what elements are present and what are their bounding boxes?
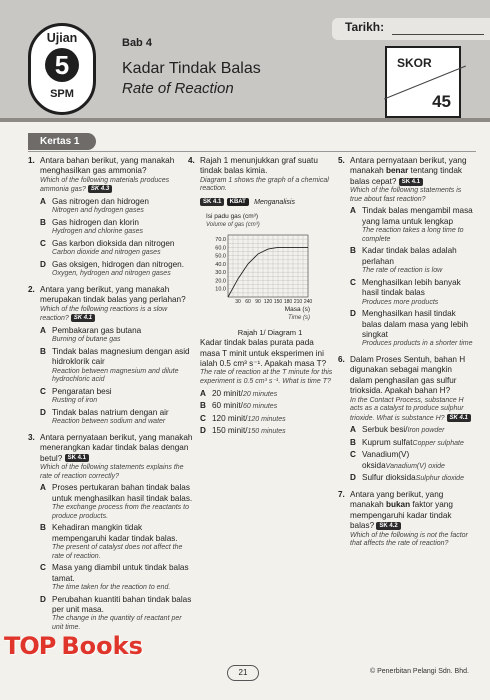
sk-tag: SK 4.1 <box>200 198 224 206</box>
badge-bottom: SPM <box>50 88 74 100</box>
question-1: 1. Antara bahan berikut, yang manakah menghasilkan gas ammonia? Which of the following materials produces ammonia gas? SK 4.3 A Gas nitrogen dan hidrogen Nitrogen and hydrogen gases B Gas hidrogen dan klorin Hydrogen and chlorine gases C Gas karbon dioksida dan nitrogen Carbon dioxide and nitrogen gases D Gas oksigen, hidrogen dan nitrogen. Oxygen, hydrogen and nitrogen gases <box>28 156 193 279</box>
question-text: Antara yang berikut, yang manakah merupakan tindak balas yang perlahan? <box>40 284 186 305</box>
option-a: A Gas nitrogen dan hidrogen Nitrogen and hydrogen gases <box>40 196 149 215</box>
x-axis-label-en: Time (s) <box>288 315 310 322</box>
option-d: D Tindak balas natrium dengan air Reaction between sodium and water <box>40 407 169 426</box>
y-tick-label: 70.0 <box>215 237 226 244</box>
option-d: D 150 minit/150 minutes <box>200 426 286 436</box>
title-malay: Kadar Tindak Balas <box>122 60 261 77</box>
kbat-tag: KBAT <box>227 198 249 206</box>
options-list <box>40 326 193 427</box>
option-b: B Kuprum sulfatCopper sulphate <box>350 437 464 447</box>
question-text: Antara pernyataan berikut, yang manakah menerangkan kadar tindak balas dengan betul? <box>40 432 193 463</box>
question-text-en: Which of the following reactions is a slow reaction? <box>40 305 168 323</box>
options-list <box>40 197 193 279</box>
sk-tag: SK 4.3 <box>88 185 112 193</box>
option-a: A Proses pertukaran bahan tindak balas untuk menghasilkan hasil tindak balas. The exchange process from the reactants to produce products. <box>40 483 193 520</box>
option-c: C Gas karbon dioksida dan nitrogen Carbon dioxide and nitrogen gases <box>40 238 175 257</box>
date-label: Tarikh: <box>345 20 385 34</box>
score-label: SKOR <box>397 56 432 70</box>
question-context <box>200 197 336 208</box>
question-text-en: Which of the following statements is true about fast reaction? <box>350 187 462 203</box>
option-b: B Tindak balas magnesium dengan asid hidroklorik cair Reaction between magnesium and dilute hydrochloric acid <box>40 346 190 384</box>
x-tick-label: 120 <box>263 299 273 306</box>
y-axis-label: Isi padu gas (cm³) <box>206 213 259 221</box>
diagram-caption: Rajah 1/ Diagram 1 <box>237 327 303 337</box>
sk-tag: SK 4.2 <box>376 522 400 530</box>
test-badge <box>28 23 96 115</box>
question-text: Antara bahan berikut, yang manakah menghasilkan gas ammonia? <box>40 156 175 176</box>
badge-top: Ujian <box>46 31 78 45</box>
question-text-en: In the Contact Process, substance H acts as a catalyst to produce sulphur trioxide. What is substance H? <box>350 396 464 422</box>
x-tick-label: 180 <box>283 299 293 306</box>
x-tick-label: 90 <box>255 299 261 306</box>
option-b: B Kadar tindak balas adalah perlahan The rate of reaction is low <box>350 246 457 275</box>
option-c: C Masa yang diambil untuk tindak balas tamat. The time taken for the reaction to end. <box>40 563 189 591</box>
y-tick-label: 60.0 <box>215 245 226 252</box>
diagram-1 <box>204 211 336 338</box>
page-number: 21 <box>227 665 259 681</box>
chapter-label: Bab 4 <box>122 37 152 49</box>
section-divider <box>28 151 476 152</box>
option-b: B Gas hidrogen dan klorin Hydrogen and chlorine gases <box>40 217 144 236</box>
topbooks-logo: TOP Books <box>4 632 143 660</box>
x-tick-label: 150 <box>273 299 283 306</box>
score-total: 45 <box>432 92 451 111</box>
options-list <box>350 425 474 484</box>
question-text: Rajah 1 menunjukkan graf suatu tindak balas kimia. <box>200 156 318 176</box>
x-axis-label: Masa (s) <box>284 306 310 314</box>
column-3 <box>338 156 474 555</box>
sk-tag: SK 4.1 <box>71 314 95 322</box>
option-a: A 20 minit/20 minutes <box>200 388 278 398</box>
option-a: A Pembakaran gas butana Burning of butane gas <box>40 325 142 344</box>
context-label: Menganalisis <box>254 199 295 206</box>
sk-tag: SK 4.1 <box>399 178 423 186</box>
option-c: C 120 minit/120 minutes <box>200 413 286 423</box>
section-tab: Kertas 1 <box>28 133 96 150</box>
question-text-en: Which of the following is not the factor that affects the rate of reaction? <box>350 531 468 548</box>
sk-tag: SK 4.1 <box>65 454 89 462</box>
question-3: 3. Antara pernyataan berikut, yang manakah menerangkan kadar tindak balas dengan betul? SK 4.1 Which of the following statements explains the rate of reaction correctly? A Proses pertukaran bahan tindak balas untuk menghasilkan hasil tindak balas. The exchange process from the reactants to produce products. B Kehadiran mangkin tidak mempengaruhi kadar tindak balas. The present of catalyst does not affect the rate of reaction. C Masa yang diambil untuk tindak balas tamat. The time taken for the reaction to end. D Perubahan kuantiti bahan tindak balas per unit masa. The change in the quantity of reactant per unit time. <box>28 432 193 631</box>
option-c: C Vanadium(V) oksidaVanadium(V) oxide <box>350 450 445 470</box>
header-divider <box>0 118 490 122</box>
question-text: Dalam Proses Sentuh, bahan H digunakan sebagai mangkin dalam penghasilan gas sulfur trioksida. Apakah bahan H? <box>350 355 466 396</box>
option-d: D Sulfur dioksidaSulphur dioxide <box>350 473 464 483</box>
badge-number: 5 <box>45 48 79 82</box>
option-a: A Serbuk besi/Iron powder <box>350 425 445 435</box>
sk-tag: SK 4.1 <box>447 414 471 422</box>
question-followup-en: The rate of reaction at the T minute for this experiment is 0.5 cm³ s⁻¹. What is time T? <box>200 369 333 386</box>
option-d: D Gas oksigen, hidrogen dan nitrogen. Oxygen, hydrogen and nitrogen gases <box>40 259 184 278</box>
question-followup: Kadar tindak balas purata pada masa T minit untuk eksperimen ini ialah 0.5 cm³ s⁻¹. Apakah masa T? <box>200 338 327 369</box>
column-2 <box>188 156 336 443</box>
question-6: 6. Dalam Proses Sentuh, bahan H digunakan sebagai mangkin dalam penghasilan gas sulfur trioksida. Apakah bahan H? In the Contact Process, substance H acts as a catalyst to produce sulphur trioxide. What is substance H? SK 4.1 A Serbuk besi/Iron powder B Kuprum sulfatCopper sulphate C Vanadium(V) oksidaVanadium(V) oxide D Sulfur dioksidaSulphur dioxide <box>338 355 474 484</box>
option-c: C Menghasilkan lebih banyak hasil tindak balas Produces more products <box>350 277 461 306</box>
question-text-en: Diagram 1 shows the graph of a chemical reaction. <box>200 176 329 193</box>
option-a: A Tindak balas mengambil masa yang lama untuk lengkap The reaction takes a long time to complete <box>350 206 473 243</box>
question-7: 7. Antara yang berikut, yang manakah bukan faktor yang mempengaruhi kadar tindak balas? SK 4.2 Which of the following is not the factor that affects the rate of reaction? <box>338 490 474 549</box>
option-d: D Menghasilkan hasil tindak balas dalam masa yang lebih singkat Produces products in a shorter time <box>350 309 473 348</box>
options-list <box>200 389 336 437</box>
y-tick-label: 20.0 <box>215 278 226 285</box>
option-b: B 60 minit/60 minutes <box>200 401 278 411</box>
question-4: 4. Rajah 1 menunjukkan graf suatu tindak balas kimia. Diagram 1 shows the graph of a chemical reaction. SK 4.1 KBAT Menganalisis Isi padu gas (cm³) Volume of gas (cm³) 10.0 20.0 30.0 40.0 50.0 60.0 70.0 30 60 90 120 150 180 210 240 Masa (s) Time (s) Rajah 1/ Diagram 1 Kadar tindak balas purata pada masa T minit untuk eksperimen ini ialah 0.5 cm³ s⁻¹. Apakah masa T? The rate of reaction at the T minute for this experiment is 0.5 cm³ s⁻¹. What is time T? A 20 minit/20 minutes B 60 minit/60 minutes C 120 minit/120 minutes D 150 minit/150 minutes <box>188 156 336 437</box>
y-tick-label: 30.0 <box>215 270 226 277</box>
y-axis-label-en: Volume of gas (cm³) <box>206 222 260 229</box>
question-5: 5. Antara pernyataan berikut, yang manakah benar tentang tindak balas cepat? SK 4.1 Which of the following statements is true about fast reaction? A Tindak balas mengambil masa yang lama untuk lengkap The reaction takes a long time to complete B Kadar tindak balas adalah perlahan The rate of reaction is low C Menghasilkan lebih banyak hasil tindak balas Produces more products D Menghasilkan hasil tindak balas dalam masa yang lebih singkat Produces products in a shorter time <box>338 156 473 348</box>
options-list <box>350 206 474 349</box>
option-c: C Pengaratan besi Rusting of iron <box>40 386 112 405</box>
title-english: Rate of Reaction <box>122 80 234 97</box>
option-b: B Kehadiran mangkin tidak mempengaruhi kadar tindak balas. The present of catalyst does not affect the rate of reaction. <box>40 523 183 560</box>
option-d: D Perubahan kuantiti bahan tindak balas per unit masa. The change in the quantity of reactant per unit time. <box>40 594 192 631</box>
x-tick-label: 30 <box>235 299 241 306</box>
date-line <box>392 34 484 35</box>
x-tick-label: 240 <box>303 299 313 306</box>
question-text-en: Which of the following materials produces ammonia gas? <box>40 176 170 194</box>
y-tick-label: 50.0 <box>215 254 226 261</box>
options-list <box>40 483 193 632</box>
question-2: 2. Antara yang berikut, yang manakah merupakan tindak balas yang perlahan? Which of the following reactions is a slow reaction? SK 4.1 A Pembakaran gas butana Burning of butane gas B Tindak balas magnesium dengan asid hidroklorik cair Reaction between magnesium and dilute hydrochloric acid C Pengaratan besi Rusting of iron D Tindak balas natrium dengan air Reaction between sodium and water <box>28 285 193 427</box>
score-box <box>385 46 461 118</box>
question-text-en: Which of the following statements explains the rate of reaction correctly? <box>40 463 184 480</box>
x-tick-label: 60 <box>245 299 251 306</box>
y-tick-label: 10.0 <box>215 287 226 294</box>
y-tick-label: 40.0 <box>215 262 226 269</box>
volume-time-graph <box>204 211 334 323</box>
score-diagonal <box>384 66 466 100</box>
x-tick-label: 210 <box>293 299 303 306</box>
copyright: © Penerbitan Pelangi Sdn. Bhd. <box>370 668 469 675</box>
column-1 <box>28 156 193 639</box>
